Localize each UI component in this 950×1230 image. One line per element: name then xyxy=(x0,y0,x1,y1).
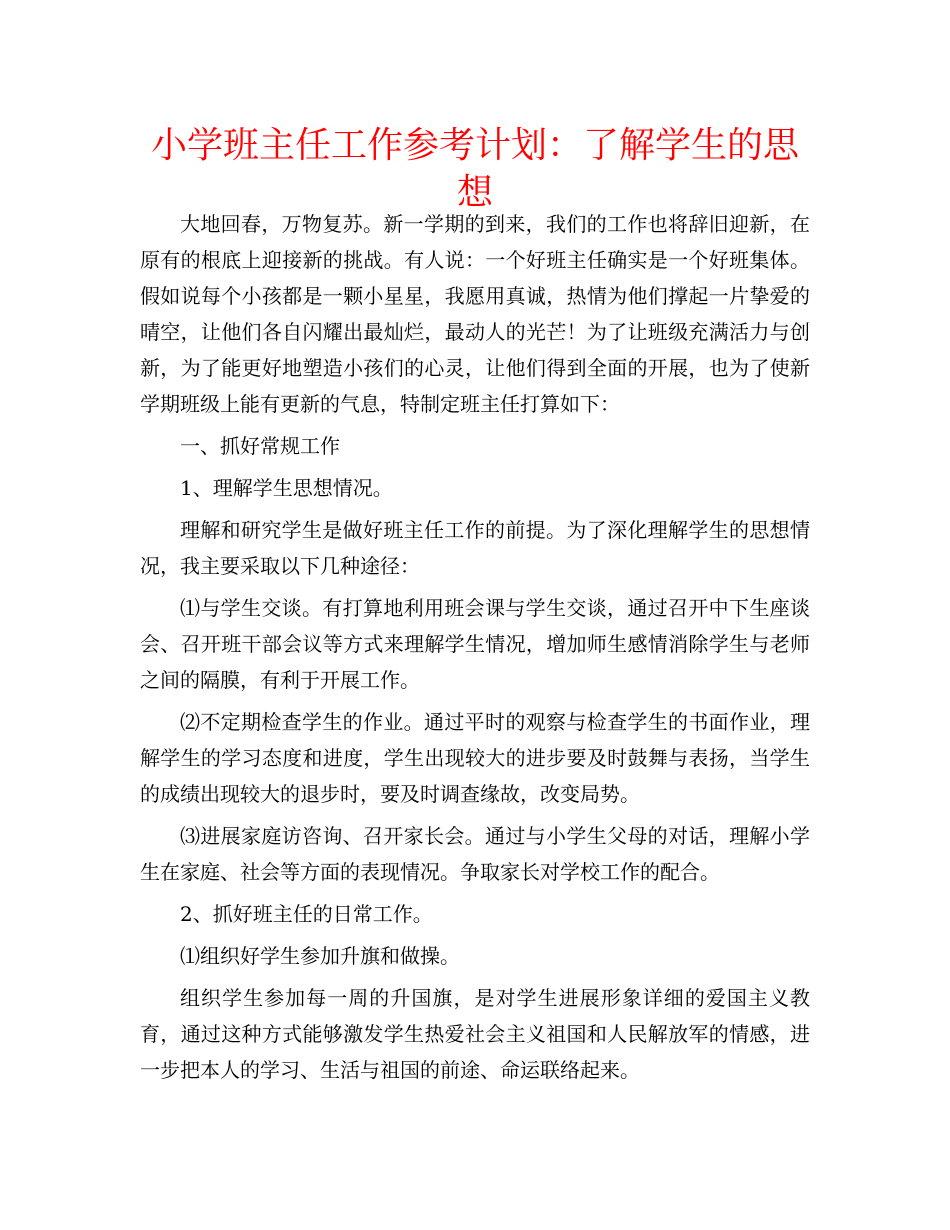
paragraph-intro: 大地回春，万物复苏。新一学期的到来，我们的工作也将辞旧迎新，在原有的根底上迎接新的挑战。有人说：一个好班主任确实是一个好班集体。假如说每个小孩都是一颗小星星，我愿用真诚，热情为他们撑起一片挚爱的晴空，让他们各自闪耀出最灿烂，最动人的光芒！为了让班级充满活力与创新，为了能更好地塑造小孩们的心灵，让他们得到全面的开展，也为了使新学期班级上能有更新的气息，特制定班主任打算如下： xyxy=(140,212,810,416)
document-body xyxy=(140,206,810,1094)
section-heading-routine-work: 一、抓好常规工作 xyxy=(180,434,340,458)
paragraph-flag-raising: 组织学生参加每一周的升国旗，是对学生进展形象详细的爱国主义教育，通过这种方式能够激发学生热爱社会主义祖国和人民解放军的情感，进一步把本人的学习、生活与祖国的前途、命运联络起来。 xyxy=(140,986,810,1082)
subsection-heading-understand-students: 1、理解学生思想情况。 xyxy=(180,476,393,500)
item-heading-flag-raising: ⑴组织好学生参加升旗和做操。 xyxy=(180,944,460,968)
paragraph-talk-with-students: ⑴与学生交谈。有打算地利用班会课与学生交谈，通过召开中下生座谈会、召开班干部会议等方式来理解学生情况，增加师生感情消除学生与老师之间的隔膜，有利于开展工作。 xyxy=(140,596,810,692)
paragraph-understand-students: 理解和研究学生是做好班主任工作的前提。为了深化理解学生的思想情况，我主要采取以下几种途径： xyxy=(140,518,810,578)
paragraph-home-visits: ⑶进展家庭访咨询、召开家长会。通过与小学生父母的对话，理解小学生在家庭、社会等方面的表现情况。争取家长对学校工作的配合。 xyxy=(140,824,810,884)
subsection-heading-daily-work: 2、抓好班主任的日常工作。 xyxy=(180,902,433,926)
paragraph-check-homework: ⑵不定期检查学生的作业。通过平时的观察与检查学生的书面作业，理解学生的学习态度和进度，学生出现较大的进步要及时鼓舞与表扬，当学生的成绩出现较大的退步时，要及时调查缘故，改变局势。 xyxy=(140,710,810,806)
document-title: 小学班主任工作参考计划：了解学生的思想 xyxy=(150,125,799,213)
